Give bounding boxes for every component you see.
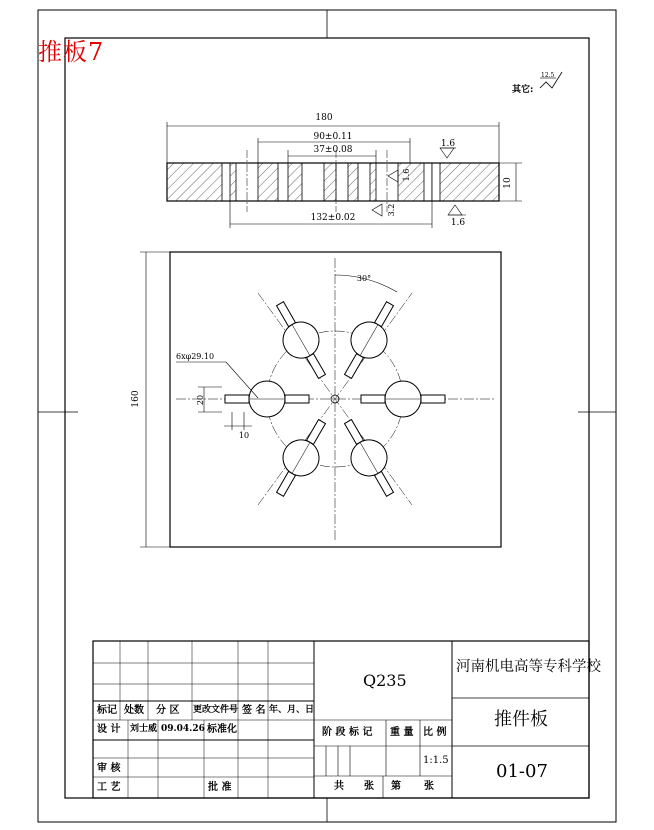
roughness-note	[512, 72, 562, 95]
tb-designer-name: 刘士威	[130, 724, 158, 734]
tb-signature-header: 签 名	[242, 705, 266, 716]
hole-group	[225, 381, 309, 417]
hole-group	[332, 295, 405, 386]
pocket-slot	[345, 420, 364, 445]
svg-text:其它:: 其它:	[512, 85, 534, 95]
tb-standard-label: 标准化	[207, 724, 237, 735]
svg-text:10: 10	[238, 431, 250, 440]
svg-text:1.6: 1.6	[402, 168, 411, 182]
tb-date-header: 年、月、日	[269, 705, 315, 715]
pocket-slot	[225, 395, 249, 403]
tb-stage-mark: 阶 段 标 记	[322, 727, 373, 738]
tb-design-label: 设 计	[97, 724, 121, 735]
svg-text:30°: 30°	[356, 274, 372, 283]
tb-approve-label: 批 准	[208, 782, 232, 793]
tb-sheets-total: 共	[334, 781, 344, 792]
svg-text:3.2: 3.2	[387, 203, 396, 217]
drawing-tag: 推板7	[38, 38, 105, 66]
svg-text:1.6: 1.6	[450, 218, 466, 228]
tb-school-name: 河南机电高等专科学校	[456, 659, 601, 675]
hole-group	[361, 381, 445, 417]
tb-count-header: 处数	[124, 705, 144, 716]
hole-group	[264, 295, 337, 386]
svg-text:160: 160	[131, 390, 141, 408]
svg-text:90±0.11: 90±0.11	[313, 132, 353, 142]
pocket-slot	[421, 395, 445, 403]
tb-sheets-unit: 张	[364, 781, 374, 792]
tb-material: Q235	[363, 671, 407, 690]
tb-sheet-unit: 张	[424, 781, 434, 792]
svg-text:6xφ29.10: 6xφ29.10	[176, 352, 215, 361]
tb-change-doc-header: 更改文件号	[193, 705, 239, 715]
tb-review-label: 审 核	[97, 763, 121, 774]
tb-process-label: 工 艺	[97, 782, 121, 793]
pocket-slot	[361, 395, 385, 403]
tb-weight: 重 量	[390, 727, 414, 738]
tb-part-name: 推件板	[494, 709, 548, 730]
svg-text:10: 10	[503, 177, 513, 189]
svg-text:180: 180	[315, 113, 333, 123]
tb-sheet-no: 第	[391, 781, 401, 792]
tb-scale-value: 1:1.5	[423, 755, 449, 766]
pocket-slot	[307, 354, 326, 379]
pocket-slot	[345, 354, 364, 379]
svg-text:132±0.02: 132±0.02	[310, 213, 356, 223]
svg-text:1.6: 1.6	[440, 139, 456, 149]
svg-text:37±0.08: 37±0.08	[313, 145, 353, 155]
hole-group	[264, 413, 337, 504]
tb-design-date: 09.04.26	[161, 724, 205, 734]
svg-text:20: 20	[196, 394, 205, 406]
tb-scale-label: 比 例	[423, 727, 447, 738]
hole-group	[332, 413, 405, 504]
tb-mark-header: 标记	[97, 705, 117, 716]
pocket-slot	[307, 420, 326, 445]
section-view	[167, 150, 499, 212]
pocket-slot	[285, 395, 309, 403]
plan-view	[170, 252, 501, 547]
tb-zone-header: 分 区	[156, 705, 180, 716]
svg-text:12.5: 12.5	[541, 72, 555, 79]
tb-drawing-number: 01-07	[496, 761, 548, 782]
